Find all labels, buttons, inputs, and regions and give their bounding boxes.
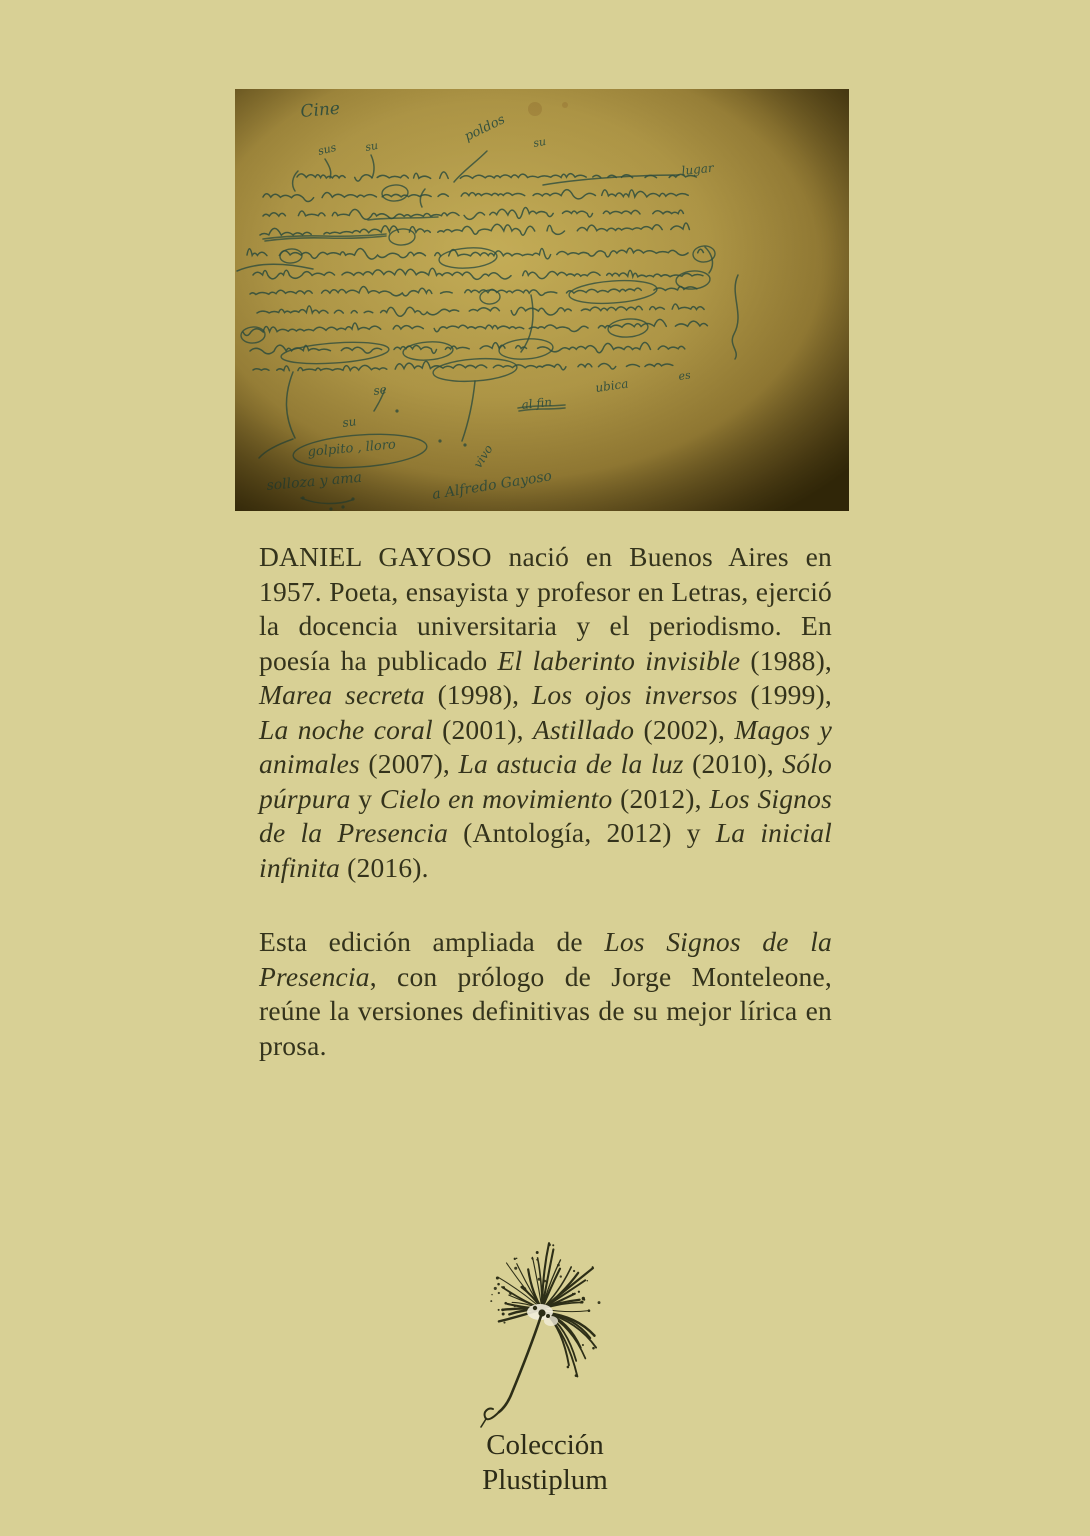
- imprint-name: Plustiplum: [482, 1464, 608, 1496]
- collection-label: Colección: [486, 1429, 604, 1461]
- author-bio: [259, 540, 832, 1103]
- dandelion-seed-illustration: [430, 1213, 660, 1428]
- colophon: [0, 1213, 1090, 1498]
- bio-paragraph-1: DANIEL GAYOSO nació en Buenos Aires en 1957. Poeta, ensayista y profesor en Letras, ejerció la docencia universitaria y el periodismo. En poesía ha publicado El laberinto invisible (1988), Marea secreta (1998), Los ojos inversos (1999), La noche coral (2001), Astillado (2002), Magos y animales (2007), La astucia de la luz (2010), Sólo púrpura y Cielo en movimiento (2012), Los Signos de la Presencia (Antología, 2012) y La inicial infinita (2016).: [259, 541, 833, 883]
- manuscript-photo-image: [235, 89, 849, 511]
- manuscript-photo: [235, 89, 849, 511]
- bio-paragraph-2: Esta edición ampliada de Los Signos de la Presencia, con prólogo de Jorge Monteleone, reúne la versiones definitivas de su mejor lírica en prosa.: [259, 926, 832, 1061]
